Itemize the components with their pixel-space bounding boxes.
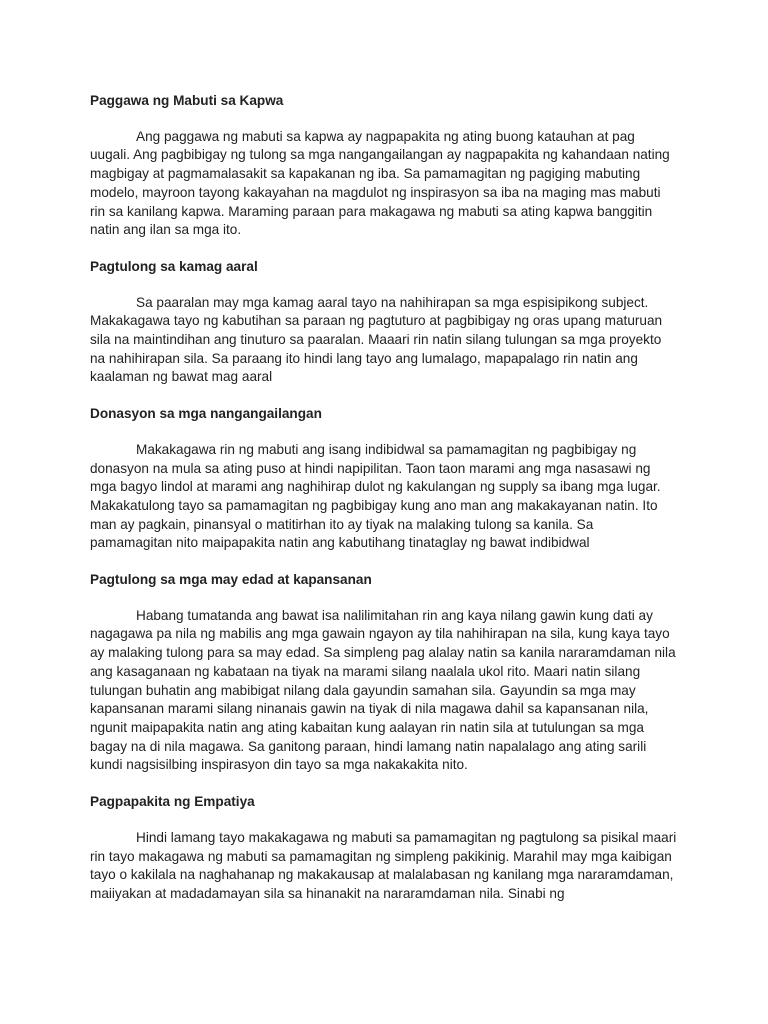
section-heading: Donasyon sa mga nangangailangan [90, 406, 322, 422]
section-paggawa-ng-mabuti [90, 92, 678, 240]
section-paragraph: Hindi lamang tayo makakagawa ng mabuti sa pamamagitan ng pagtulong sa pisikal maari rin tayo makagawa ng mabuti sa pamamagitan ng simpleng pakikinig. Marahil may mga kaibigan tayo o kakilala na naghahanap ng makakausap at malalabasan ng kanilang mga nararamdaman, maiiyakan at madadamayan sila sa hinanakit na nararamdaman nila. Sinabi ng [90, 829, 677, 901]
section-paragraph: Ang paggawa ng mabuti sa kapwa ay nagpapakita ng ating buong katauhan at pag uugali. Ang pagbibigay ng tulong sa mga nangangailangan ay nagpapakita ng kahandaan nating magbigay at pagmamalasakit sa kapakanan ng iba. Sa pamamagitan ng pagiging mabuting modelo, mayroon tayong kakayahan na magdulot ng inspirasyon sa iba na maging mas mabuti rin sa kanilang kapwa. Maraming paraan para makagawa ng mabuti sa ating kapwa banggitin natin ang ilan sa mga ito. [90, 128, 670, 238]
section-donasyon [90, 405, 678, 553]
section-heading: Paggawa ng Mabuti sa Kapwa [90, 93, 284, 108]
document-content [90, 92, 678, 922]
section-paragraph: Makakagawa rin ng mabuti ang isang indibidwal sa pamamagitan ng pagbibigay ng donasyon na mula sa ating puso at hindi napipilitan. Taon taon marami ang mga nasasawi ng mga bagyo lindol at marami ang naghihirap dulot ng kakulangan ng supply sa ibang mga lugar. Makakatulong tayo sa pamamagitan ng pagbibigay kung ano man ang makakayanan natin. Ito man ay pagkain, pinansyal o matitirhan ito ay tiyak na malaking tulong sa kanila. Sa pamamagitan nito maipapakita natin ang kabutihang tinataglay ng bawat indibidwal [90, 441, 661, 551]
section-empatiya [90, 793, 678, 904]
section-heading: Pagtulong sa mga may edad at kapansanan [90, 572, 372, 588]
section-paragraph: Sa paaralan may mga kamag aaral tayo na nahihirapan sa mga espisipikong subject. Makakagawa tayo ng kabutihan sa paraan ng pagtuturo at pagbibigay ng oras upang maturuan sila na maintindihan ang tinuturo sa paaralan. Maaari rin natin silang tulungan sa mga proyekto na nahihirapan sila. Sa paraang ito hindi lang tayo ang lumalago, mapapalago rin natin ang kaalaman ng bawat mag aaral [90, 294, 663, 385]
section-heading: Pagtulong sa kamag aaral [90, 258, 258, 274]
section-paragraph: Habang tumatanda ang bawat isa nalilimitahan rin ang kaya nilang gawin kung dati ay nagagawa pa nila ng mabilis ang mga gawain ngayon ay tila nahihirapan na sila, kung kaya tayo ay malaking tulong para sa may edad. Sa simpleng pag alalay natin sa kanila nararamdaman nila ang kasaganaan ng kabataan na tiyak na marami silang naalala ukol rito. Maari natin silang tulungan buhatin ang mabibigat nilang dala gayundin samahan sila. Gayundin sa mga may kapansanan marami silang ninanais gawin na tiyak di nila magawa dahil sa kapansanan nila, ngunit maipapakita natin ang ating kabaitan kung aalayan rin natin sila at tutulungan sa mga bagay na di nila magawa. Sa ganitong paraan, hindi lamang natin napalalago ang ating sarili kundi nagsisilbing inspirasyon din tayo sa mga nakakakita nito. [90, 607, 676, 773]
section-heading: Pagpapakita ng Empatiya [90, 794, 255, 810]
section-pagtulong-sa-kamag-aaral [90, 258, 678, 387]
section-pagtulong-sa-may-edad [90, 571, 678, 775]
